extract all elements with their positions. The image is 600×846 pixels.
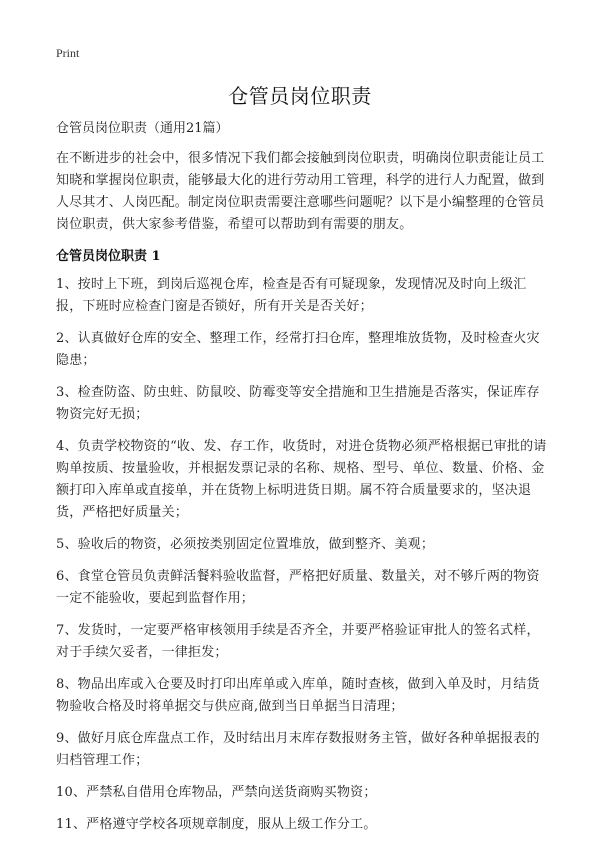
section-heading: 仓管员岗位职责 1	[56, 249, 161, 264]
document-subtitle: 仓管员岗位职责（通用21篇）	[56, 121, 229, 136]
duty-item-6: 6、食堂仓管员负责鲜活餐料验收监督，严格把好质量、数量关，对不够斤两的物资一定不能验收，要起到监督作用；	[56, 569, 540, 606]
duty-item-1: 1、按时上下班，到岗后巡视仓库，检查是否有可疑现象，发现情况及时向上级汇报，下班时应检查门窗是否锁好，所有开关是否关好；	[56, 277, 527, 314]
duty-item-7: 7、发货时，一定要严格审核领用手续是否齐全，并要严格验证审批人的签名式样，对于手续欠妥者，一律拒发；	[56, 623, 540, 660]
duty-item-11: 11、严格遵守学校各项规章制度，服从上级工作分工。	[56, 817, 377, 832]
duty-item-9: 9、做好月底仓库盘点工作，及时结出月末库存数报财务主管，做好各种单据报表的归档管理工作；	[56, 731, 540, 768]
duty-item-3: 3、检查防盗、防虫蛀、防鼠咬、防霉变等安全措施和卫生措施是否落实，保证库存物资完好无损；	[56, 385, 540, 422]
duty-item-10: 10、严禁私自借用仓库物品，严禁向送货商购买物资；	[56, 785, 377, 800]
page-title: 仓管员岗位职责	[228, 84, 372, 108]
duty-item-5: 5、验收后的物资，必须按类别固定位置堆放，做到整齐、美观；	[56, 537, 435, 552]
print-label: Print	[56, 46, 80, 60]
duty-item-4: 4、负责学校物资的“收、发、存工作，收货时，对进仓货物必须严格根据已审批的请购单按质、按量验收，并根据发票记录的名称、规格、型号、单位、数量、价格、金额打印入库单或直接单，并在货物上标明进货日期。属不符合质量要求的，坚决退货，严格把好质量关；	[56, 439, 547, 520]
duty-item-2: 2、认真做好仓库的安全、整理工作，经常打扫仓库，整理堆放货物，及时检查火灾隐患；	[56, 331, 540, 368]
duty-item-8: 8、物品出库或入仓要及时打印出库单或入库单，随时查核，做到入单及时，月结货物验收合格及时将单据交与供应商,做到当日单据当日清理；	[56, 677, 540, 714]
intro-paragraph: 在不断进步的社会中，很多情况下我们都会接触到岗位职责，明确岗位职责能让员工知晓和掌握岗位职责，能够最大化的进行劳动用工管理，科学的进行人力配置，做到人尽其才、人岗匹配。制定岗位职责需要注意哪些问题呢？以下是小编整理的仓管员岗位职责，供大家参考借鉴，希望可以帮助到有需要的朋友。	[56, 151, 545, 232]
document-body	[56, 118, 552, 846]
